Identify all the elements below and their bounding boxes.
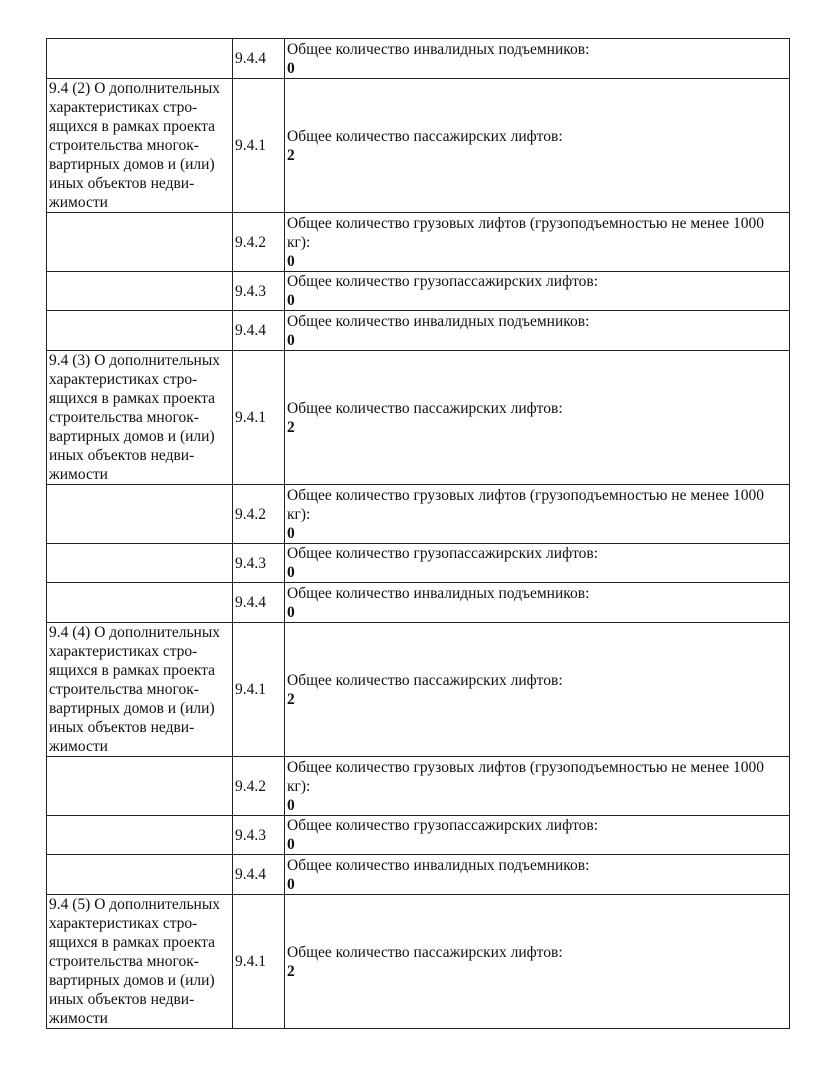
item-label: Общее количество грузовых лифтов (грузоподъемностью не менее 1000 кг): [287, 214, 764, 251]
item-content [285, 895, 790, 1029]
section-cell [47, 311, 233, 351]
section-cell [47, 272, 233, 311]
item-value: 0 [287, 564, 295, 581]
item-code: 9.4.3 [233, 544, 285, 583]
table-row [47, 855, 790, 895]
item-content [285, 272, 790, 311]
item-content [285, 855, 790, 895]
section-cell: 9.4 (5) О дополнительных характеристиках стро-ящихся в рамках проекта строительства многок-вартирных домов и (или) иных объектов недви-жимости [47, 895, 233, 1029]
item-content [285, 583, 790, 623]
item-value: 0 [287, 292, 295, 309]
table-row [47, 895, 790, 1029]
section-cell [47, 485, 233, 544]
item-content [285, 816, 790, 855]
item-label: Общее количество грузопассажирских лифтов: [287, 545, 599, 562]
item-code: 9.4.1 [233, 623, 285, 757]
item-content [285, 757, 790, 816]
item-label: Общее количество грузопассажирских лифтов: [287, 273, 599, 290]
table-row [47, 583, 790, 623]
item-label: Общее количество пассажирских лифтов: [287, 127, 563, 145]
section-cell [47, 39, 233, 79]
item-code: 9.4.2 [233, 757, 285, 816]
table-row [47, 213, 790, 272]
item-label: Общее количество инвалидных подъемников: [287, 856, 590, 874]
table-row [47, 39, 790, 79]
item-content [285, 213, 790, 272]
table-row [47, 311, 790, 351]
item-code: 9.4.1 [233, 351, 285, 485]
item-label: Общее количество инвалидных подъемников: [287, 312, 590, 330]
item-value: 0 [287, 252, 295, 270]
item-label: Общее количество пассажирских лифтов: [287, 671, 563, 689]
table-row [47, 816, 790, 855]
section-cell [47, 583, 233, 623]
section-cell [47, 544, 233, 583]
table-row [47, 544, 790, 583]
item-content [285, 544, 790, 583]
item-label: Общее количество грузовых лифтов (грузоподъемностью не менее 1000 кг): [287, 758, 764, 795]
item-label: Общее количество пассажирских лифтов: [287, 943, 563, 961]
item-label: Общее количество инвалидных подъемников: [287, 40, 590, 58]
table-row [47, 272, 790, 311]
item-value: 0 [287, 603, 295, 621]
item-content [285, 623, 790, 757]
item-code: 9.4.4 [233, 311, 285, 351]
item-code: 9.4.4 [233, 39, 285, 79]
section-cell [47, 213, 233, 272]
section-cell: 9.4 (4) О дополнительных характеристиках стро-ящихся в рамках проекта строительства многок-вартирных домов и (или) иных объектов недви-жимости [47, 623, 233, 757]
section-cell: 9.4 (3) О дополнительных характеристиках стро-ящихся в рамках проекта строительства многок-вартирных домов и (или) иных объектов недви-жимости [47, 351, 233, 485]
item-value: 0 [287, 331, 295, 349]
table-row [47, 485, 790, 544]
table-row [47, 79, 790, 213]
item-code: 9.4.1 [233, 79, 285, 213]
section-cell [47, 757, 233, 816]
item-value: 0 [287, 59, 295, 77]
item-code: 9.4.2 [233, 213, 285, 272]
section-cell [47, 816, 233, 855]
table-row [47, 757, 790, 816]
item-code: 9.4.4 [233, 583, 285, 623]
elevator-characteristics-table [46, 38, 790, 1029]
item-value: 2 [287, 146, 295, 164]
item-code: 9.4.3 [233, 816, 285, 855]
item-content [285, 485, 790, 544]
item-value: 0 [287, 524, 295, 542]
item-content [285, 79, 790, 213]
section-cell [47, 855, 233, 895]
item-content [285, 311, 790, 351]
item-content [285, 351, 790, 485]
item-code: 9.4.2 [233, 485, 285, 544]
table-row [47, 623, 790, 757]
item-code: 9.4.3 [233, 272, 285, 311]
section-cell: 9.4 (2) О дополнительных характеристиках стро-ящихся в рамках проекта строительства многок-вартирных домов и (или) иных объектов недви-жимости [47, 79, 233, 213]
item-label: Общее количество пассажирских лифтов: [287, 399, 563, 417]
item-label: Общее количество грузопассажирских лифтов: [287, 817, 599, 834]
item-value: 0 [287, 875, 295, 893]
item-value: 0 [287, 836, 295, 853]
item-value: 2 [287, 690, 295, 708]
item-value: 2 [287, 418, 295, 436]
item-code: 9.4.4 [233, 855, 285, 895]
item-value: 2 [287, 962, 295, 980]
item-label: Общее количество инвалидных подъемников: [287, 584, 590, 602]
table-row [47, 351, 790, 485]
item-content [285, 39, 790, 79]
item-code: 9.4.1 [233, 895, 285, 1029]
item-label: Общее количество грузовых лифтов (грузоподъемностью не менее 1000 кг): [287, 486, 764, 523]
item-value: 0 [287, 796, 295, 814]
